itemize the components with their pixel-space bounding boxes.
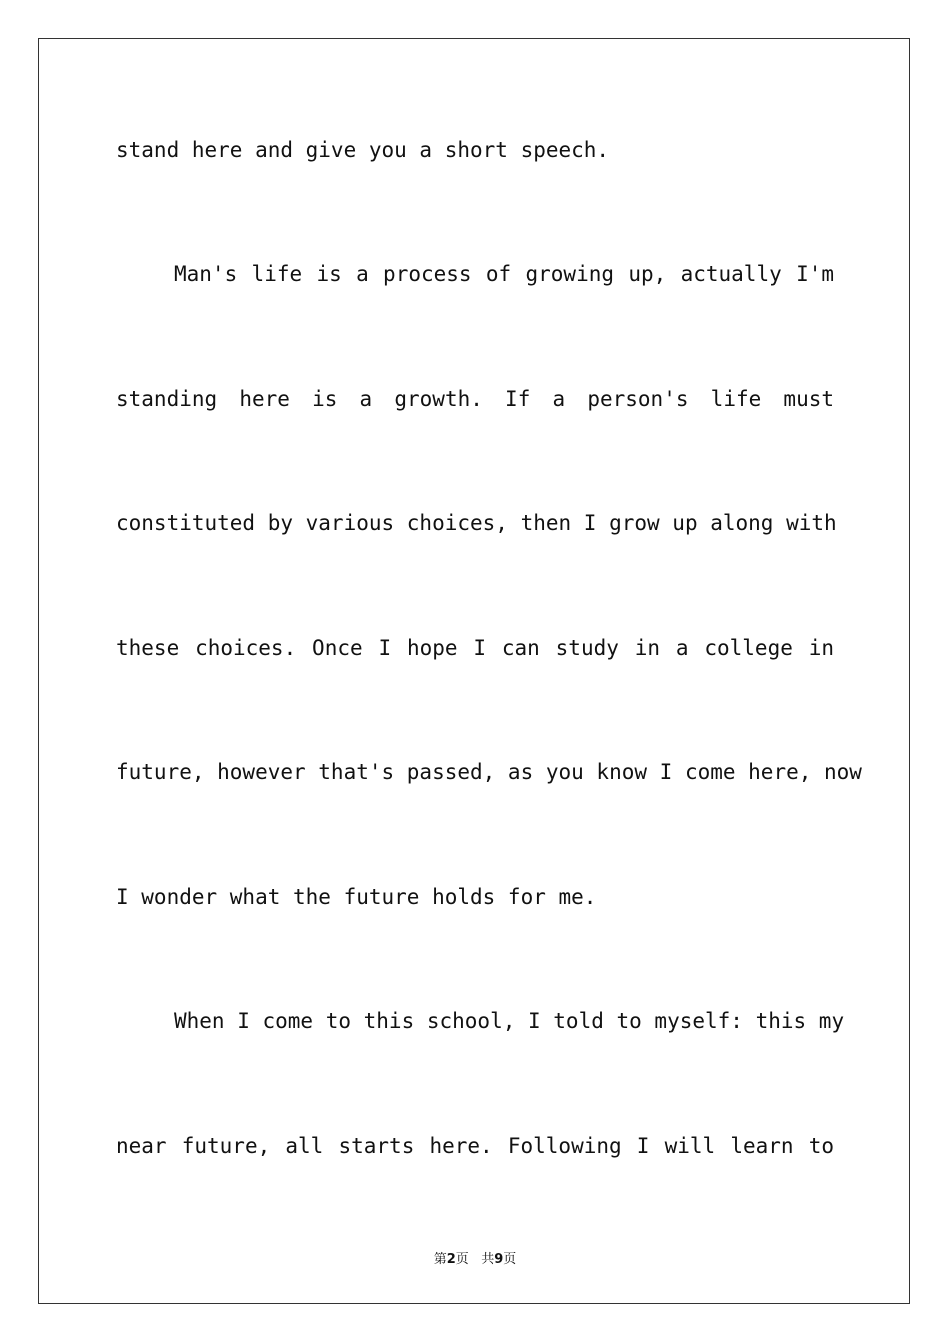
text-line: When I come to this school, I told to myself: this my: [174, 1009, 845, 1033]
footer-total-prefix: 共: [481, 1252, 495, 1267]
text-line: stand here and give you a short speech.: [116, 138, 610, 162]
text-line: I wonder what the future holds for me.: [116, 885, 597, 909]
text-line: standing here is a growth. If a person's life must: [116, 387, 834, 411]
footer-page-suffix: 页: [455, 1252, 469, 1267]
text-line: future, however that's passed, as you know I come here, now: [116, 760, 862, 784]
page-frame: [38, 38, 910, 1304]
text-line: Man's life is a process of growing up, actually I'm: [174, 262, 834, 286]
total-page-number: 9: [494, 1252, 504, 1267]
footer-total-suffix: 页: [503, 1252, 517, 1267]
footer-prefix: 第: [433, 1252, 447, 1267]
text-line: near future, all starts here. Following I will learn to: [116, 1134, 834, 1158]
text-line: these choices. Once I hope I can study in a college in: [116, 636, 834, 660]
text-line: constituted by various choices, then I grow up along with: [116, 511, 837, 535]
page-footer: [0, 1248, 950, 1267]
current-page-number: 2: [446, 1252, 456, 1267]
